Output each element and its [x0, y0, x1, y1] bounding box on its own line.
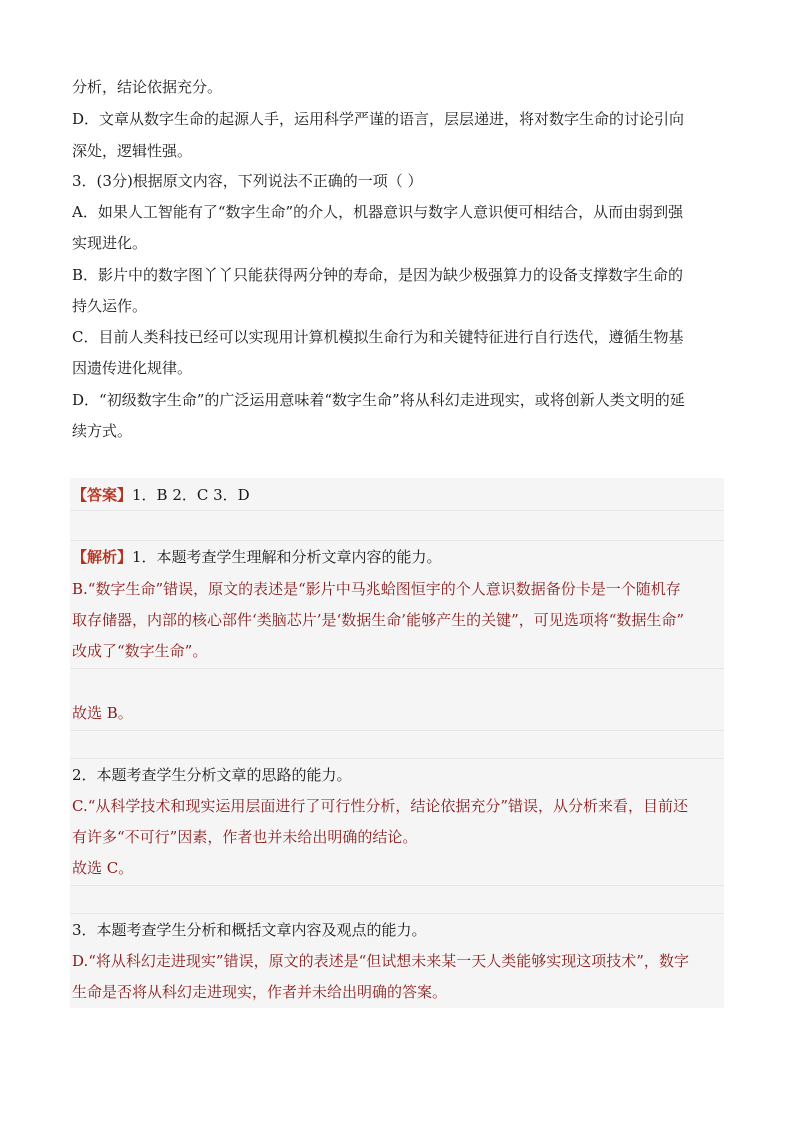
analysis-s3-line: D.“将从科幻走进现实”错误，原文的表述是“但试想未来某一天人类能够实现这项技术”，数字 — [72, 952, 689, 970]
option-c: C．目前人类科技已经可以实现用计算机模拟生命行为和关键特征进行自行迭代，遵循生物基 — [72, 328, 684, 346]
analysis-s3-line: 生命是否将从科幻走进现实，作者并未给出明确的答案。 — [72, 983, 448, 1001]
analysis-s2-line: 有许多“不可行”因素，作者也并未给出明确的结论。 — [72, 828, 418, 846]
option-d-cont: 续方式。 — [72, 422, 133, 440]
divider — [70, 730, 724, 731]
answer-label: 【答案】 — [72, 486, 133, 504]
option-d: D．“初级数字生命”的广泛运用意味着“数字生命”将从科幻走进现实，或将创新人类文明的延 — [72, 391, 685, 409]
divider — [70, 913, 724, 914]
divider — [70, 668, 724, 669]
text-line: 深处，逻辑性强。 — [72, 142, 193, 160]
analysis-s1-title: 1．本题考查学生理解和分析文章内容的能力。 — [132, 548, 442, 566]
analysis-s2-title: 2．本题考查学生分析文章的思路的能力。 — [72, 766, 352, 784]
analysis-s2-pick: 故选 C。 — [72, 859, 134, 877]
analysis-s1-line: 取存储器，内部的核心部件‘类脑芯片’是‘数据生命’能够产生的关键”，可见选项将“数据生命” — [72, 611, 685, 629]
option-b: B．影片中的数字图丫丫只能获得两分钟的寿命，是因为缺少极强算力的设备支撑数字生命的 — [72, 266, 684, 284]
analysis-s3-title: 3．本题考查学生分析和概括文章内容及观点的能力。 — [72, 921, 427, 939]
option-a-cont: 实现进化。 — [72, 234, 148, 252]
analysis-s2-line: C.“从科学技术和现实运用层面进行了可行性分析，结论依据充分”错误，从分析来看，目前还 — [72, 797, 689, 815]
analysis-s1-pick: 故选 B。 — [72, 704, 133, 722]
analysis-line — [72, 542, 724, 573]
answer-line — [72, 480, 724, 511]
analysis-s1-line: B.“数字生命”错误，原文的表述是“影片中马兆蛤图恒宇的个人意识数据备份卡是一个随机存 — [72, 580, 681, 598]
option-a: A．如果人工智能有了“数字生命”的介人，机器意识与数字人意识便可相结合，从而由弱到强 — [72, 203, 684, 221]
question-3-stem: 3．(3分)根据原文内容，下列说法不正确的一项（ ） — [72, 172, 423, 190]
option-b-cont: 持久运作。 — [72, 297, 148, 315]
option-c-cont: 因遗传进化规律。 — [72, 359, 193, 377]
divider — [70, 758, 724, 759]
answer-text: 1．B 2．C 3．D — [132, 486, 250, 504]
analysis-label: 【解析】 — [72, 548, 133, 566]
text-line: D．文章从数字生命的起源人手，运用科学严谨的语言，层层递进，将对数字生命的讨论引向 — [72, 110, 685, 128]
analysis-s1-line: 改成了“数字生命”。 — [72, 642, 208, 660]
text-line: 分析，结论依据充分。 — [72, 78, 223, 96]
divider — [70, 540, 724, 541]
divider — [70, 885, 724, 886]
